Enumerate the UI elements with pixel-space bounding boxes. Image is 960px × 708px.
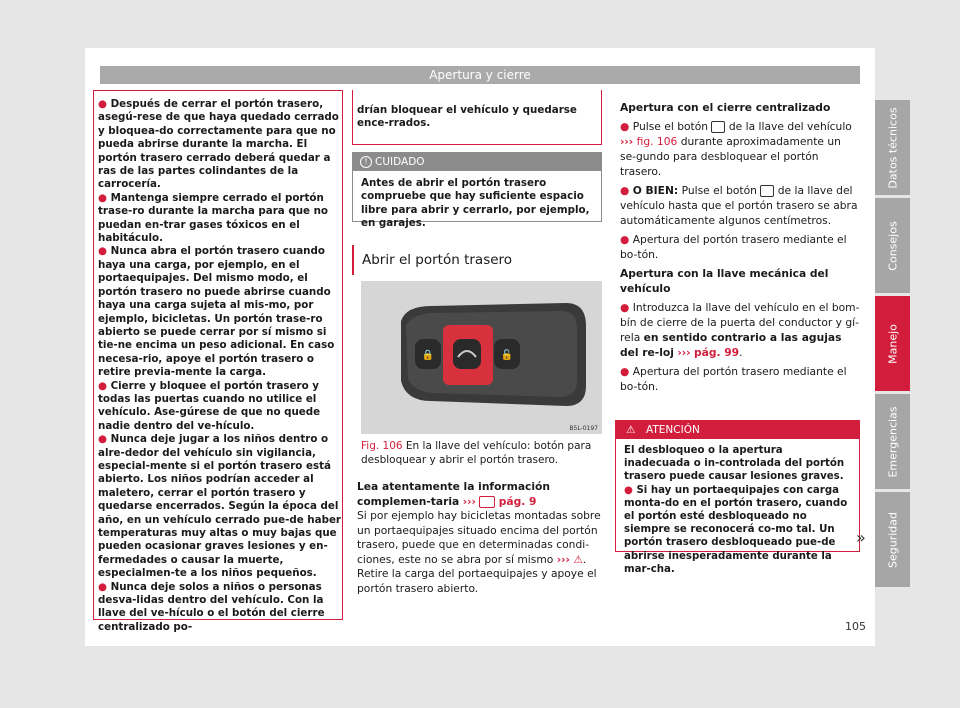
bullet-text: Nunca deje solos a niños o personas desva-lidas dentro del vehículo. Con la llave del ve-hículo o el botón del cierre centralizado po- [98,580,325,633]
tab-emergencias[interactable]: Emergencias [875,394,910,489]
trunk-button-icon [760,185,774,197]
subheading: Apertura con el cierre centralizado [620,101,831,114]
bullet-item: ● Apertura del portón trasero mediante el bo-tón. [620,365,847,393]
book-icon [479,496,495,508]
ref-arrows: ››› [462,494,476,508]
warning-triangle-icon: ⚠ [626,424,636,436]
page-number: 105 [845,620,866,633]
body-paragraph: Lea atentamente la información complemen-taria ››› pág. 9 Si por ejemplo hay bicicletas montadas sobre un portaequipajes situado encima del portón trasero, puede que en determinadas condi-ciones, este no se abra por sí mismo ››› ⚠. Retire la carga del portaequipajes y apoye el portón trasero abierto. [357,480,601,595]
caution-box [352,152,602,230]
bullet-item: ● Después de cerrar el portón trasero, asegú-rese de que haya quedado cerrado y bloquea-do correctamente para que no pueda abrirse durante la marcha. El portón trasero cerrado deberá quedar a ras de las partes colindantes de la carrocería. [98,98,339,191]
car-key-illustration [361,281,602,434]
column-3 [620,100,860,398]
figure-caption [361,440,601,467]
info-icon: ! [360,156,372,168]
attention-header [616,421,859,439]
bullet-item: ● Cierre y bloquee el portón trasero y todas las puertas cuando no utilice el vehículo. Ase-gúrese de que no quede nadie dentro del ve-hículo. [98,379,321,432]
page-header: Apertura y cierre [100,66,860,84]
figure-label: Fig. 106 [361,440,403,452]
bullet-text: Mantenga siempre cerrado el portón trase-ro durante la marcha para que no puedan en-trar gases tóxicos en el habitáculo. [98,191,329,245]
section-heading [352,245,604,275]
tab-datos-tecnicos[interactable]: Datos técnicos [875,100,910,195]
figure-code: B5L-0197 [569,425,598,432]
section-title: Abrir el portón trasero [362,252,513,268]
tab-consejos[interactable]: Consejos [875,198,910,293]
bullet-item: ● Mantenga siempre cerrado el portón trase-ro durante la marcha para que no puedan en-trar gases tóxicos en el habitáculo. [98,191,329,245]
bullet-text: Nunca abra el portón trasero cuando haya una carga, por ejemplo, en el portaequipajes. Del mismo modo, el portón trasero no puede abrirse cuando haya una carga sujeta al mis-mo, por ejemplo, bicicletas. Un portón trase-ro abierto se puede cerrar por sí mismo si tie-ne encima un peso adicional. En caso necesa-rio, apoye el portón trasero o retire previa-mente la carga. [98,245,335,379]
attention-text: El desbloqueo o la apertura inadecuada o in-controlada del portón trasero puede causar lesiones graves. ● Si hay un portaequipajes con carga monta-do en el portón trasero, cuando el portón esté desbloqueado no siempre se reconocerá co-mo tal. Un portón trasero desbloqueado pue-de abrirse inesperadamente durante la mar-cha. [624,445,848,575]
fig-ref-link[interactable]: fig. 106 [636,135,678,148]
tab-seguridad[interactable]: Seguridad [875,492,910,587]
body-text-2: Retire la carga del portaequipajes y apoye el portón trasero abierto. [357,567,597,595]
caution-title: CUIDADO [375,156,425,168]
trunk-button-icon [711,121,725,133]
warning-cont-text: drían bloquear el vehículo y quedarse ence-rrados. [357,104,577,130]
bullet-item: ● Apertura del portón trasero mediante el bo-tón. [620,233,847,261]
caution-text: Antes de abrir el portón trasero compruebe que hay suficiente espacio libre para abrir y cerrarlo, por ejemplo, en garajes. [361,177,590,230]
caution-header [353,153,601,171]
bullet-item: ● Pulse el botón de la llave del vehículo ››› fig. 106 durante aproximadamente un se-gundo para desbloquear el portón trasero. [620,120,852,178]
svg-text:🔒: 🔒 [421,350,435,361]
bullet-item: ● Nunca deje solos a niños o personas desva-lidas dentro del vehículo. Con la llave del ve-hículo o el botón del cierre centralizado po- [98,580,325,633]
page-ref-link[interactable]: pág. 9 [498,494,537,508]
bullet-item: ● Nunca abra el portón trasero cuando haya una carga, por ejemplo, en el portaequipajes. Del mismo modo, el portón trasero no puede abrirse cuando haya una carga sujeta al mis-mo, por ejemplo, bicicletas. Un portón trase-ro abierto se puede cerrar por sí mismo si tie-ne encima un peso adicional. En caso necesa-rio, apoye el portón trasero o retire previa-mente la carga. [98,245,335,379]
figure-caption-text: En la llave del vehículo: botón para desbloquear y abrir el portón trasero. [361,440,592,466]
svg-text:🔓: 🔓 [500,350,514,361]
bullet-item: ● Introduzca la llave del vehículo en el bom-bín de cierre de la puerta del conductor y gí-rela en sentido contrario a las agujas del re-loj ››› pág. 99. [620,301,860,359]
bullet-text: Cierre y bloquee el portón trasero y todas las puertas cuando no utilice el vehículo. Ase-gúrese de que no quede nadie dentro del ve-hículo. [98,379,321,432]
attention-title: ATENCIÓN [646,424,700,436]
lead-text: Lea atentamente la información complemen-taria [357,480,550,508]
warning-text [98,98,344,634]
bullet-text: Nunca deje jugar a los niños dentro o alre-dedor del vehículo sin vigilancia, especial-mente si el portón trasero está abierto. Los niños podrían acceder al maletero, cerrar el portón trasero y quedarse encerrados. Según la época del año, en un vehículo cerrado pue-de haber temperaturas muy altas o muy bajas que pueden ocasionar graves lesiones y en-fermedades o causar la muerte, especialmen-te a los niños pequeños. [98,433,342,580]
ref-arrows: ››› [556,552,570,566]
tab-manejo[interactable]: Manejo [875,296,910,391]
warning-triangle-icon: ⚠ [573,552,583,566]
subheading: Apertura con la llave mecánica del vehículo [620,267,829,295]
continue-chevron-icon: » [856,528,866,547]
attention-box [615,420,860,575]
body-text: Si por ejemplo hay bicicletas montadas sobre un portaequipajes situado encima del portón trasero, puede que en determinadas condi-ciones, este no se abra por sí mismo [357,509,601,566]
bullet-item: ● O BIEN: Pulse el botón de la llave del vehículo hasta que el portón trasero se abra automáticamente algunos centímetros. [620,184,858,227]
bullet-text: Después de cerrar el portón trasero, asegú-rese de que haya quedado cerrado y bloquea-do correctamente para que no pueda abrirse durante la marcha. El portón trasero cerrado deberá quedar a ras de las partes colindantes de la carrocería. [98,98,339,191]
figure-key-image [361,281,602,434]
bullet-item: ● Nunca deje jugar a los niños dentro o alre-dedor del vehículo sin vigilancia, especial-mente si el portón trasero está abierto. Los niños podrían acceder al maletero, cerrar el portón trasero y quedarse encerrados. Según la época del año, en un vehículo cerrado pue-de haber temperaturas muy altas o muy bajas que pueden ocasionar graves lesiones y en-fermedades o causar la muerte, especialmen-te a los niños pequeños. [98,433,342,580]
page-ref-link[interactable]: pág. 99 [693,346,740,359]
